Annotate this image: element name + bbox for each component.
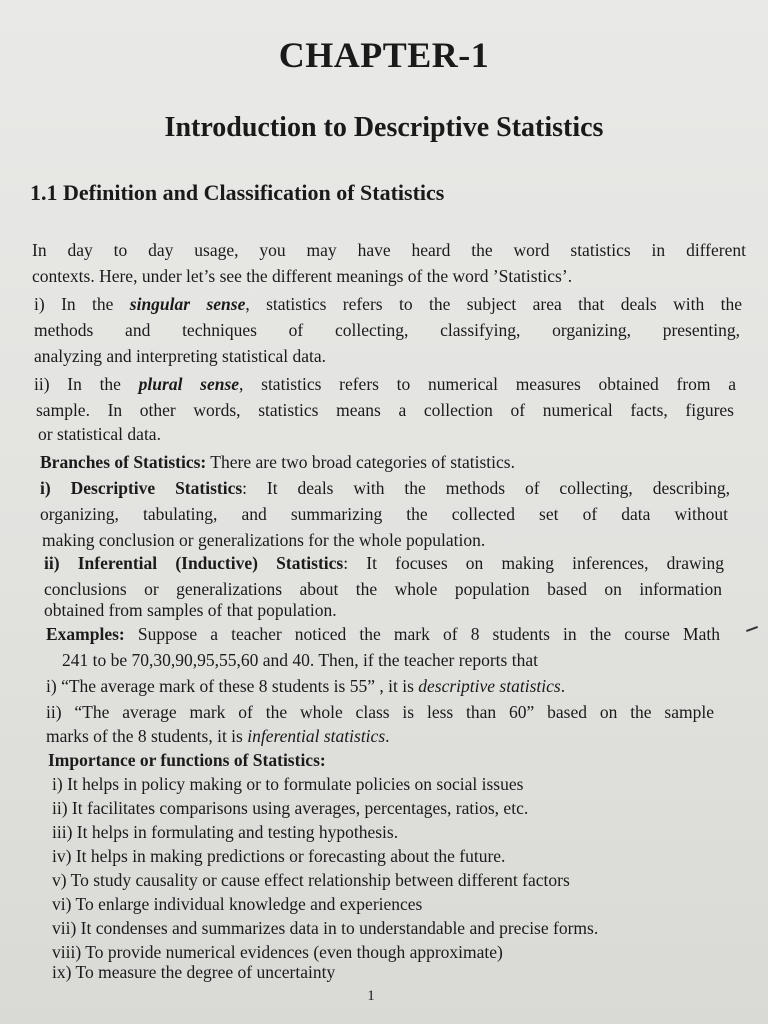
pen-mark bbox=[746, 626, 758, 632]
page-number: 1 bbox=[367, 988, 375, 1004]
singular-sense-paragraph: i) In the singular sense, statistics refers to the subject area that deals with the bbox=[34, 294, 742, 314]
importance-item: ix) To measure the degree of uncertainty bbox=[52, 962, 336, 982]
examples-line-5: marks of the 8 students, it is inferential statistics. bbox=[46, 726, 390, 746]
importance-item: ii) It facilitates comparisons using averages, percentages, ratios, etc. bbox=[52, 798, 529, 818]
descriptive-statistics-definition: i) Descriptive Statistics: It deals with the methods of collecting, describing, bbox=[40, 478, 730, 498]
importance-item: i) It helps in policy making or to formulate policies on social issues bbox=[52, 774, 524, 794]
section-heading: 1.1 Definition and Classification of Statistics bbox=[30, 180, 445, 205]
chapter-heading: CHAPTER-1 bbox=[278, 35, 490, 75]
inferential-line-2: conclusions or generalizations about the whole population based on information bbox=[44, 579, 722, 599]
singular-sense-line-3: analyzing and interpreting statistical data. bbox=[34, 346, 327, 366]
singular-sense-term: singular sense bbox=[129, 294, 246, 314]
examples-line-2: 241 to be 70,30,90,95,55,60 and 40. Then, if the teacher reports that bbox=[62, 650, 538, 670]
descriptive-line-3: making conclusion or generalizations for the whole population. bbox=[42, 530, 486, 550]
importance-heading: Importance or functions of Statistics: bbox=[48, 750, 326, 770]
plural-sense-term: plural sense bbox=[138, 374, 240, 394]
importance-item: iii) It helps in formulating and testing hypothesis. bbox=[52, 822, 399, 842]
importance-item: vi) To enlarge individual knowledge and experiences bbox=[52, 894, 423, 914]
examples-line-4: ii) “The average mark of the whole class is less than 60” based on the sample bbox=[46, 702, 714, 722]
examples-paragraph: Examples: Suppose a teacher noticed the mark of 8 students in the course Math bbox=[46, 624, 720, 644]
chapter-title: Introduction to Descriptive Statistics bbox=[164, 112, 604, 143]
inferential-statistics-term: inferential statistics bbox=[247, 726, 386, 746]
branches-of-statistics: Branches of Statistics: There are two broad categories of statistics. bbox=[40, 452, 515, 472]
plural-sense-line-3: or statistical data. bbox=[38, 424, 161, 444]
importance-item: vii) It condenses and summarizes data in to understandable and precise forms. bbox=[52, 918, 599, 938]
singular-sense-line-2: methods and techniques of collecting, classifying, organizing, presenting, bbox=[34, 320, 740, 340]
importance-item: iv) It helps in making predictions or forecasting about the future. bbox=[52, 846, 506, 866]
inferential-statistics-definition: ii) Inferential (Inductive) Statistics: It focuses on making inferences, drawing bbox=[44, 553, 724, 573]
examples-line-3: i) “The average mark of these 8 students is 55” , it is descriptive statistics. bbox=[46, 676, 566, 696]
descriptive-line-2: organizing, tabulating, and summarizing the collected set of data without bbox=[40, 504, 728, 524]
plural-sense-paragraph: ii) In the plural sense, statistics refers to numerical measures obtained from a bbox=[34, 374, 736, 394]
intro-line-1: In day to day usage, you may have heard the word statistics in different bbox=[32, 240, 746, 260]
plural-sense-line-2: sample. In other words, statistics means a collection of numerical facts, figures bbox=[36, 400, 734, 420]
descriptive-statistics-term: descriptive statistics bbox=[418, 676, 561, 696]
importance-item: viii) To provide numerical evidences (even though approximate) bbox=[52, 942, 503, 962]
intro-line-2: contexts. Here, under let’s see the different meanings of the word ’Statistics’. bbox=[32, 266, 573, 286]
inferential-line-3: obtained from samples of that population. bbox=[44, 600, 337, 620]
importance-item: v) To study causality or cause effect relationship between different factors bbox=[52, 870, 570, 890]
